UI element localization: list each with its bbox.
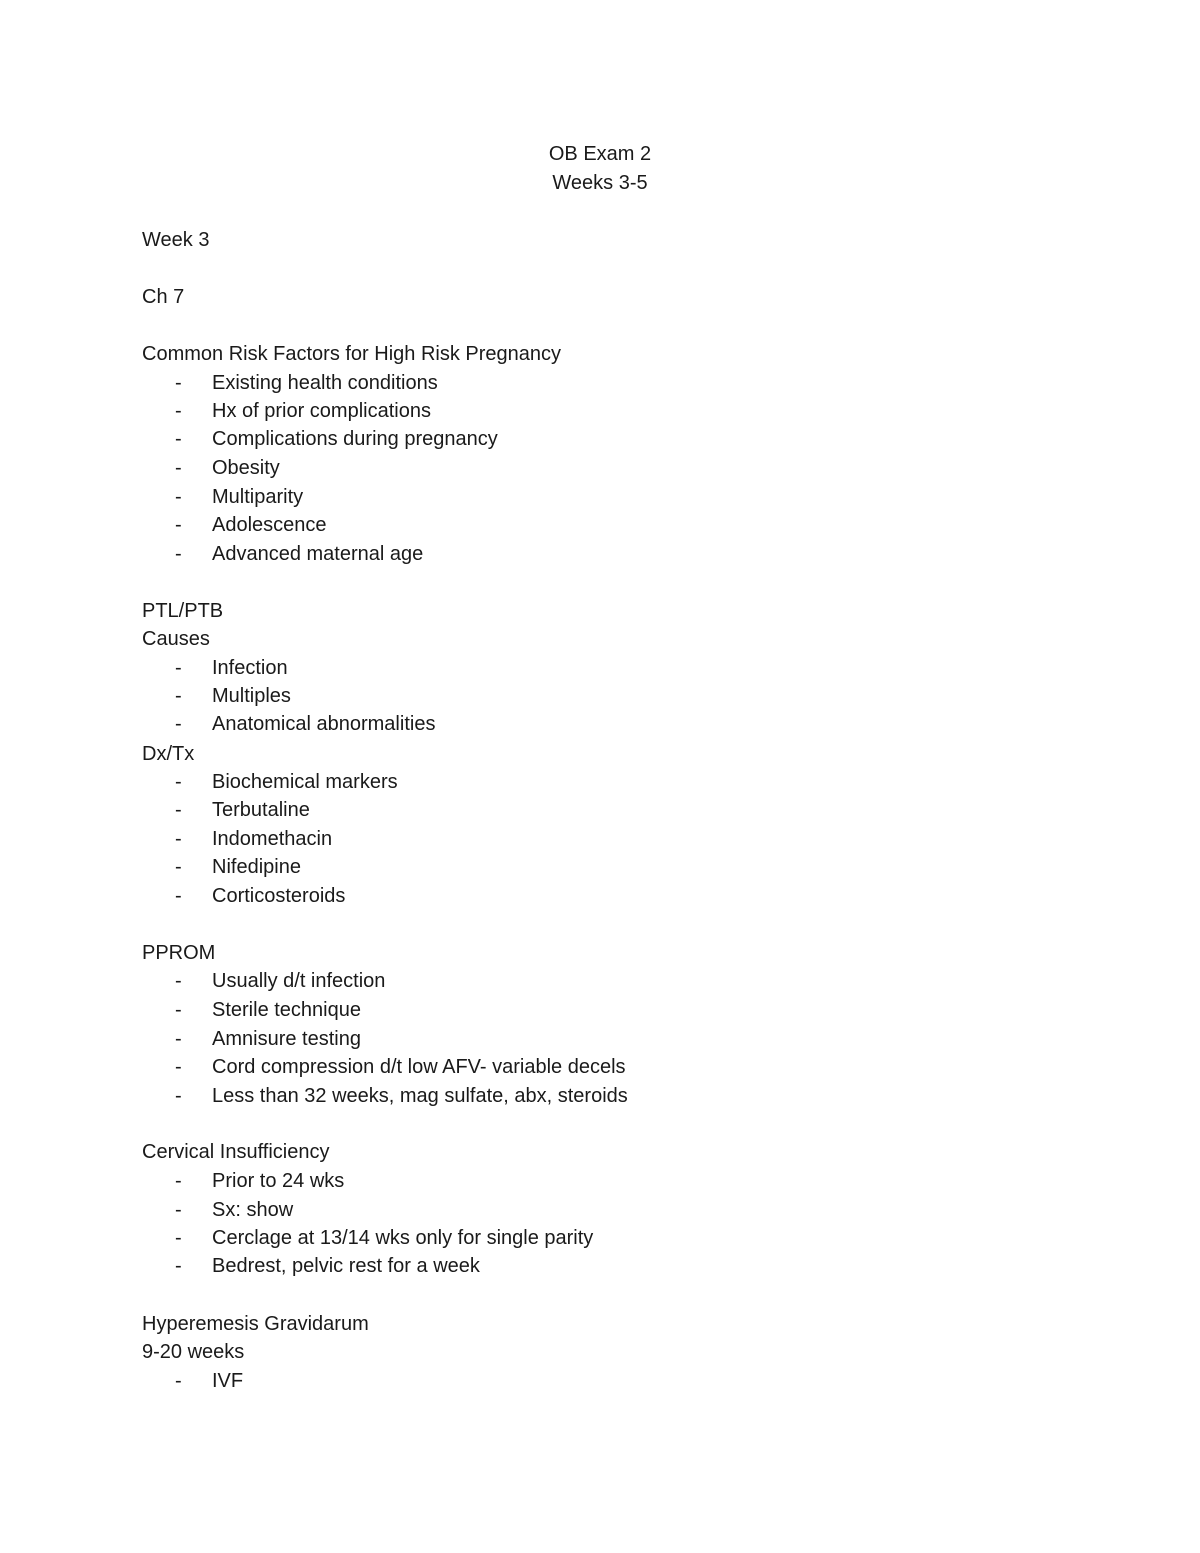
bullet-marker: - (175, 486, 182, 508)
hyperemesis-subheading: 9-20 weeks (142, 1341, 245, 1363)
bullet-marker: - (175, 885, 182, 907)
bullet-marker: - (175, 543, 182, 565)
bullet-marker: - (175, 799, 182, 821)
week-heading: Week 3 (142, 229, 210, 251)
bullet-marker: - (175, 1227, 182, 1249)
ptl-heading: PTL/PTB (142, 600, 224, 622)
bullet-marker: - (175, 514, 182, 536)
bullet-marker: - (175, 1199, 182, 1221)
bullet-marker: - (175, 400, 182, 422)
bullet-marker: - (175, 856, 182, 878)
bullet-marker: - (175, 1056, 182, 1078)
bullet-marker: - (175, 999, 182, 1021)
bullet-marker: - (175, 970, 182, 992)
dx-tx-heading: Dx/Tx (142, 743, 195, 765)
bullet-marker: - (175, 828, 182, 850)
document-page: OB Exam 2 Weeks 3-5 Week 3 Ch 7 Common Risk Factors for High Risk Pregnancy - Existing health conditions - Hx of prior complications - Complications during pregnancy - Obesity - Multiparity - Adolescence - Advanced maternal age PTL/PTB Causes - Infection - Multiples - Anatomical abnormalities Dx/Tx - Biochemical markers - Terbutaline - Indomethacin - Nifedipine - Corticosteroids PPROM - Usually d/t infection - Sterile technique - Amnisure testing - Cord compression d/t low AFV- variable decels - Less than 32 weeks, mag sulfate, abx, steroids Cervical Insufficiency - Prior to 24 wks - Sx: show - Cerclage at 13/14 wks only for single parity - Bedrest, pelvic rest for a week Hyperemesis Gravidarum 9-20 weeks - IVF (0, 0, 1200, 1553)
bullet-marker: - (175, 1085, 182, 1107)
bullet-marker: - (175, 771, 182, 793)
causes-heading: Causes (142, 628, 210, 650)
cervical-heading: Cervical Insufficiency (142, 1141, 330, 1163)
bullet-marker: - (175, 1170, 182, 1192)
bullet-marker: - (175, 685, 182, 707)
bullet-marker: - (175, 1028, 182, 1050)
pprom-heading: PPROM (142, 942, 216, 964)
risk-factors-heading: Common Risk Factors for High Risk Pregnancy (142, 343, 562, 365)
bullet-marker: - (175, 713, 182, 735)
bullet-marker: - (175, 1370, 182, 1392)
chapter-heading: Ch 7 (142, 286, 185, 308)
bullet-marker: - (175, 457, 182, 479)
document-subtitle: Weeks 3-5 (552, 172, 648, 194)
hyperemesis-heading: Hyperemesis Gravidarum (142, 1313, 369, 1335)
bullet-marker: - (175, 1255, 182, 1277)
bullet-marker: - (175, 428, 182, 450)
document-title: OB Exam 2 (548, 143, 652, 165)
bullet-marker: - (175, 657, 182, 679)
bullet-marker: - (175, 372, 182, 394)
